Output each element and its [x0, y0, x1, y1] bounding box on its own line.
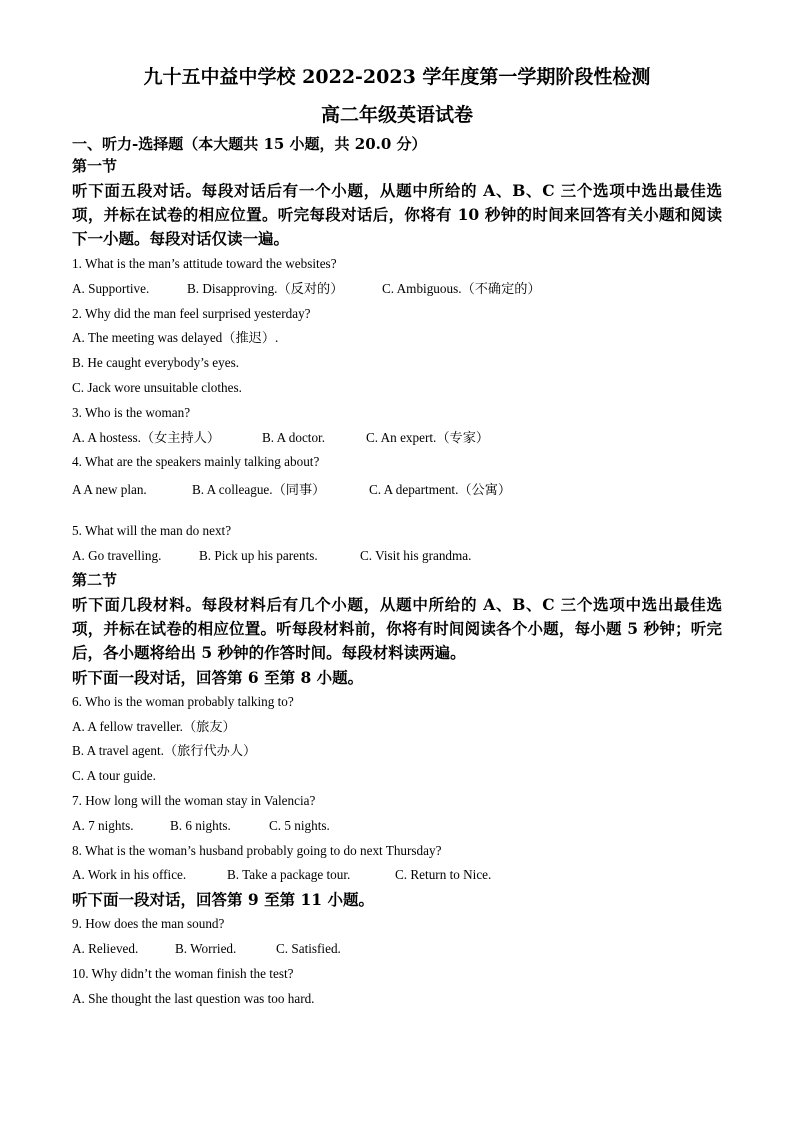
- option-b: B. Worried.: [175, 940, 237, 956]
- option-b: B. A travel agent.（旅行代办人）: [72, 743, 257, 759]
- question-7: 7. How long will the woman stay in Valencia?: [72, 792, 316, 808]
- group-instruction-6-8: 听下面一段对话，回答第 6 至第 8 小题。: [72, 667, 364, 687]
- question-3: 3. Who is the woman?: [72, 404, 191, 420]
- question-4-options: [72, 475, 722, 505]
- section1-instruction: 听下面五段对话。每段对话后有一个小题，从题中所给的 A、B、C 三个选项中选出最佳选项，并标在试卷的相应位置。听完每段对话后，你将有 10 秒钟的时间来回答有关小题和阅读下一小题。每段对话仅读一遍。: [72, 181, 722, 248]
- question-10: 10. Why didn’t the woman finish the test?: [72, 965, 294, 981]
- option-c: C. Jack wore unsuitable clothes.: [72, 379, 242, 395]
- option-b: B. Disapproving.（反对的）: [187, 280, 344, 296]
- option-c: C. A department.（公寓）: [369, 482, 512, 498]
- option-a: A. 7 nights.: [72, 817, 134, 833]
- question-6: 6. Who is the woman probably talking to?: [72, 693, 294, 709]
- question-5-options: [72, 544, 722, 569]
- question-1-options: [72, 277, 722, 302]
- option-a: A. Go travelling.: [72, 547, 162, 563]
- option-a: A. A fellow traveller.（旅友）: [72, 718, 236, 734]
- question-7-options: [72, 814, 722, 839]
- option-b: B. Pick up his parents.: [199, 547, 318, 563]
- question-9: 9. How does the man sound?: [72, 916, 225, 932]
- option-b: B. Take a package tour.: [227, 867, 351, 883]
- question-9-options: [72, 937, 722, 962]
- option-a: A. Work in his office.: [72, 867, 187, 883]
- option-a: A. Supportive.: [72, 280, 150, 296]
- option-c: C. Visit his grandma.: [360, 547, 472, 563]
- option-c: C. A tour guide.: [72, 768, 156, 784]
- option-c: C. Return to Nice.: [395, 867, 492, 883]
- option-a: A. Relieved.: [72, 940, 139, 956]
- section1-label: 第一节: [72, 157, 118, 175]
- section2-label: 第二节: [72, 570, 118, 589]
- option-b: B. 6 nights.: [170, 817, 231, 833]
- question-2: 2. Why did the man feel surprised yesterday?: [72, 305, 311, 321]
- option-b: B. He caught everybody’s eyes.: [72, 355, 239, 371]
- question-5: 5. What will the man do next?: [72, 523, 232, 539]
- question-8-options: [72, 863, 722, 888]
- option-a: A. A hostess.（女主持人）: [72, 429, 221, 445]
- option-c: C. Ambiguous.（不确定的）: [382, 280, 541, 296]
- option-c: C. An expert.（专家）: [366, 429, 490, 445]
- option-b: B. A colleague.（同事）: [192, 482, 326, 498]
- question-4: 4. What are the speakers mainly talking about?: [72, 454, 320, 470]
- exam-subtitle: 高二年级英语试卷: [320, 104, 473, 126]
- option-c: C. Satisfied.: [276, 940, 341, 956]
- section2-instruction: 听下面几段材料。每段材料后有几个小题，从题中所给的 A、B、C 三个选项中选出最佳选项，并标在试卷的相应位置。听每段材料前，你将有时间阅读各个小题，每小题 5 秒钟；听完后，各小题将给出 5 秒钟的作答时间。每段材料读两遍。: [72, 594, 722, 662]
- option-a: A. The meeting was delayed（推迟）.: [72, 330, 279, 346]
- option-a: A. She thought the last question was too hard.: [72, 990, 315, 1006]
- option-a: A A new plan.: [72, 482, 147, 498]
- option-b: B. A doctor.: [262, 429, 326, 445]
- exam-title: 九十五中益中学校 2022-2023 学年度第一学期阶段性检测: [143, 66, 651, 88]
- question-8: 8. What is the woman’s husband probably going to do next Thursday?: [72, 842, 442, 858]
- question-1: 1. What is the man’s attitude toward the websites?: [72, 256, 337, 271]
- exam-page: [72, 64, 722, 1011]
- group-instruction-9-11: 听下面一段对话，回答第 9 至第 11 小题。: [72, 890, 374, 910]
- part-heading: 一、听力-选择题（本大题共 15 小题，共 20.0 分）: [72, 135, 427, 153]
- option-c: C. 5 nights.: [269, 817, 330, 833]
- question-3-options: [72, 426, 722, 451]
